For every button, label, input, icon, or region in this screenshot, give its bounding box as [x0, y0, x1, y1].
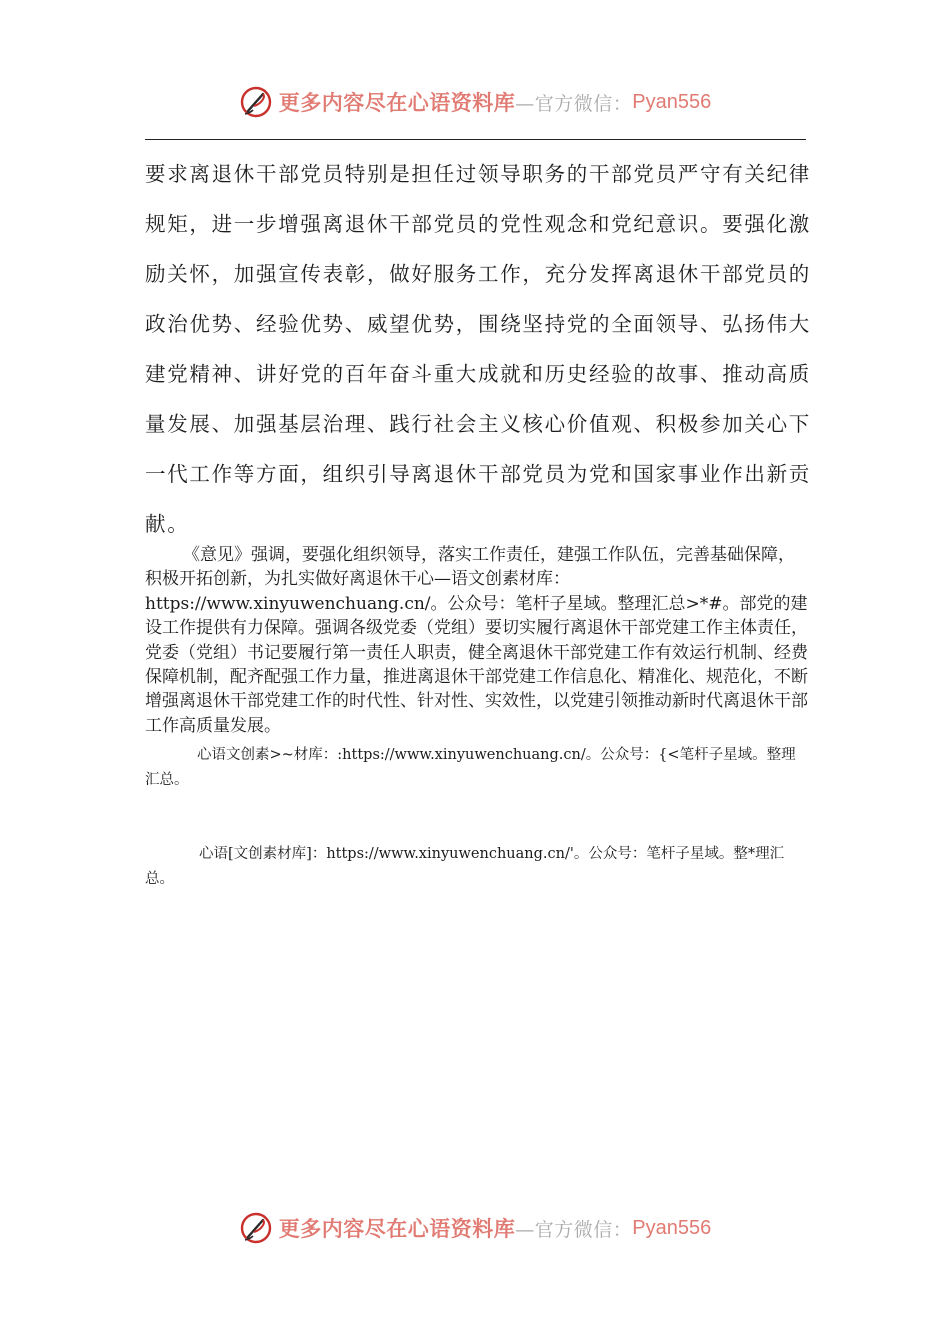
footer-wechat-handle: Pyan556 — [632, 1216, 712, 1239]
footer-banner — [0, 1206, 950, 1250]
header-wechat-handle: Pyan556 — [632, 90, 712, 113]
quill-pen-logo-icon — [239, 1211, 273, 1245]
second-paragraph: 《意见》强调，要强化组织领导，落实工作责任，建强工作队伍，完善基础保障，积极开拓创新，为扎实做好离退休干心—语文创素材库：https://www.xinyuwenchuang.cn/。公众号：笔杆子星域。整理汇总>*#。部党的建设工作提供有力保障。强调各级党委（党组）要切实履行离退休干部党建工作主体责任，党委（党组）书记要履行第一责任人职责，健全离退休干部党建工作有效运行机制、经费保障机制，配齐配强工作力量，推进离退休干部党建工作信息化、精准化、规范化，不断增强离退休干部党建工作的时代性、针对性、实效性，以党建引领推动新时代离退休干部工作高质量发展。 — [145, 545, 808, 736]
header-brand-text: 更多内容尽在心语资料库 — [278, 90, 516, 115]
header-separator-text: —官方微信： — [515, 92, 633, 115]
source-note-1: 心语文创素>~材库：:https://www.xinyuwenchuang.cn/。公众号：{<笔杆子星域。整理汇总。 — [145, 747, 796, 788]
main-paragraph: 要求离退休干部党员特别是担任过领导职务的干部党员严守有关纪律规矩，进一步增强离退休干部党员的党性观念和党纪意识。要强化激励关怀，加强宣传表彰，做好服务工作，充分发挥离退休干部党员的政治优势、经验优势、威望优势，围绕坚持党的全面领导、弘扬伟大建党精神、讲好党的百年奋斗重大成就和历史经验的故事、推动高质量发展、加强基层治理、践行社会主义核心价值观、积极参加关心下一代工作等方面，组织引导离退休干部党员为党和国家事业作出新贡献。 — [145, 162, 811, 536]
footer-brand-text: 更多内容尽在心语资料库 — [278, 1216, 516, 1241]
header-banner — [0, 80, 950, 124]
quill-pen-logo-icon — [239, 85, 273, 119]
footer-separator-text: —官方微信： — [515, 1218, 633, 1241]
source-note-2: 心语[文创素材库]：https://www.xinyuwenchuang.cn/'。公众号：笔杆子星域。整*理汇总。 — [145, 846, 785, 887]
header-divider — [145, 139, 806, 140]
